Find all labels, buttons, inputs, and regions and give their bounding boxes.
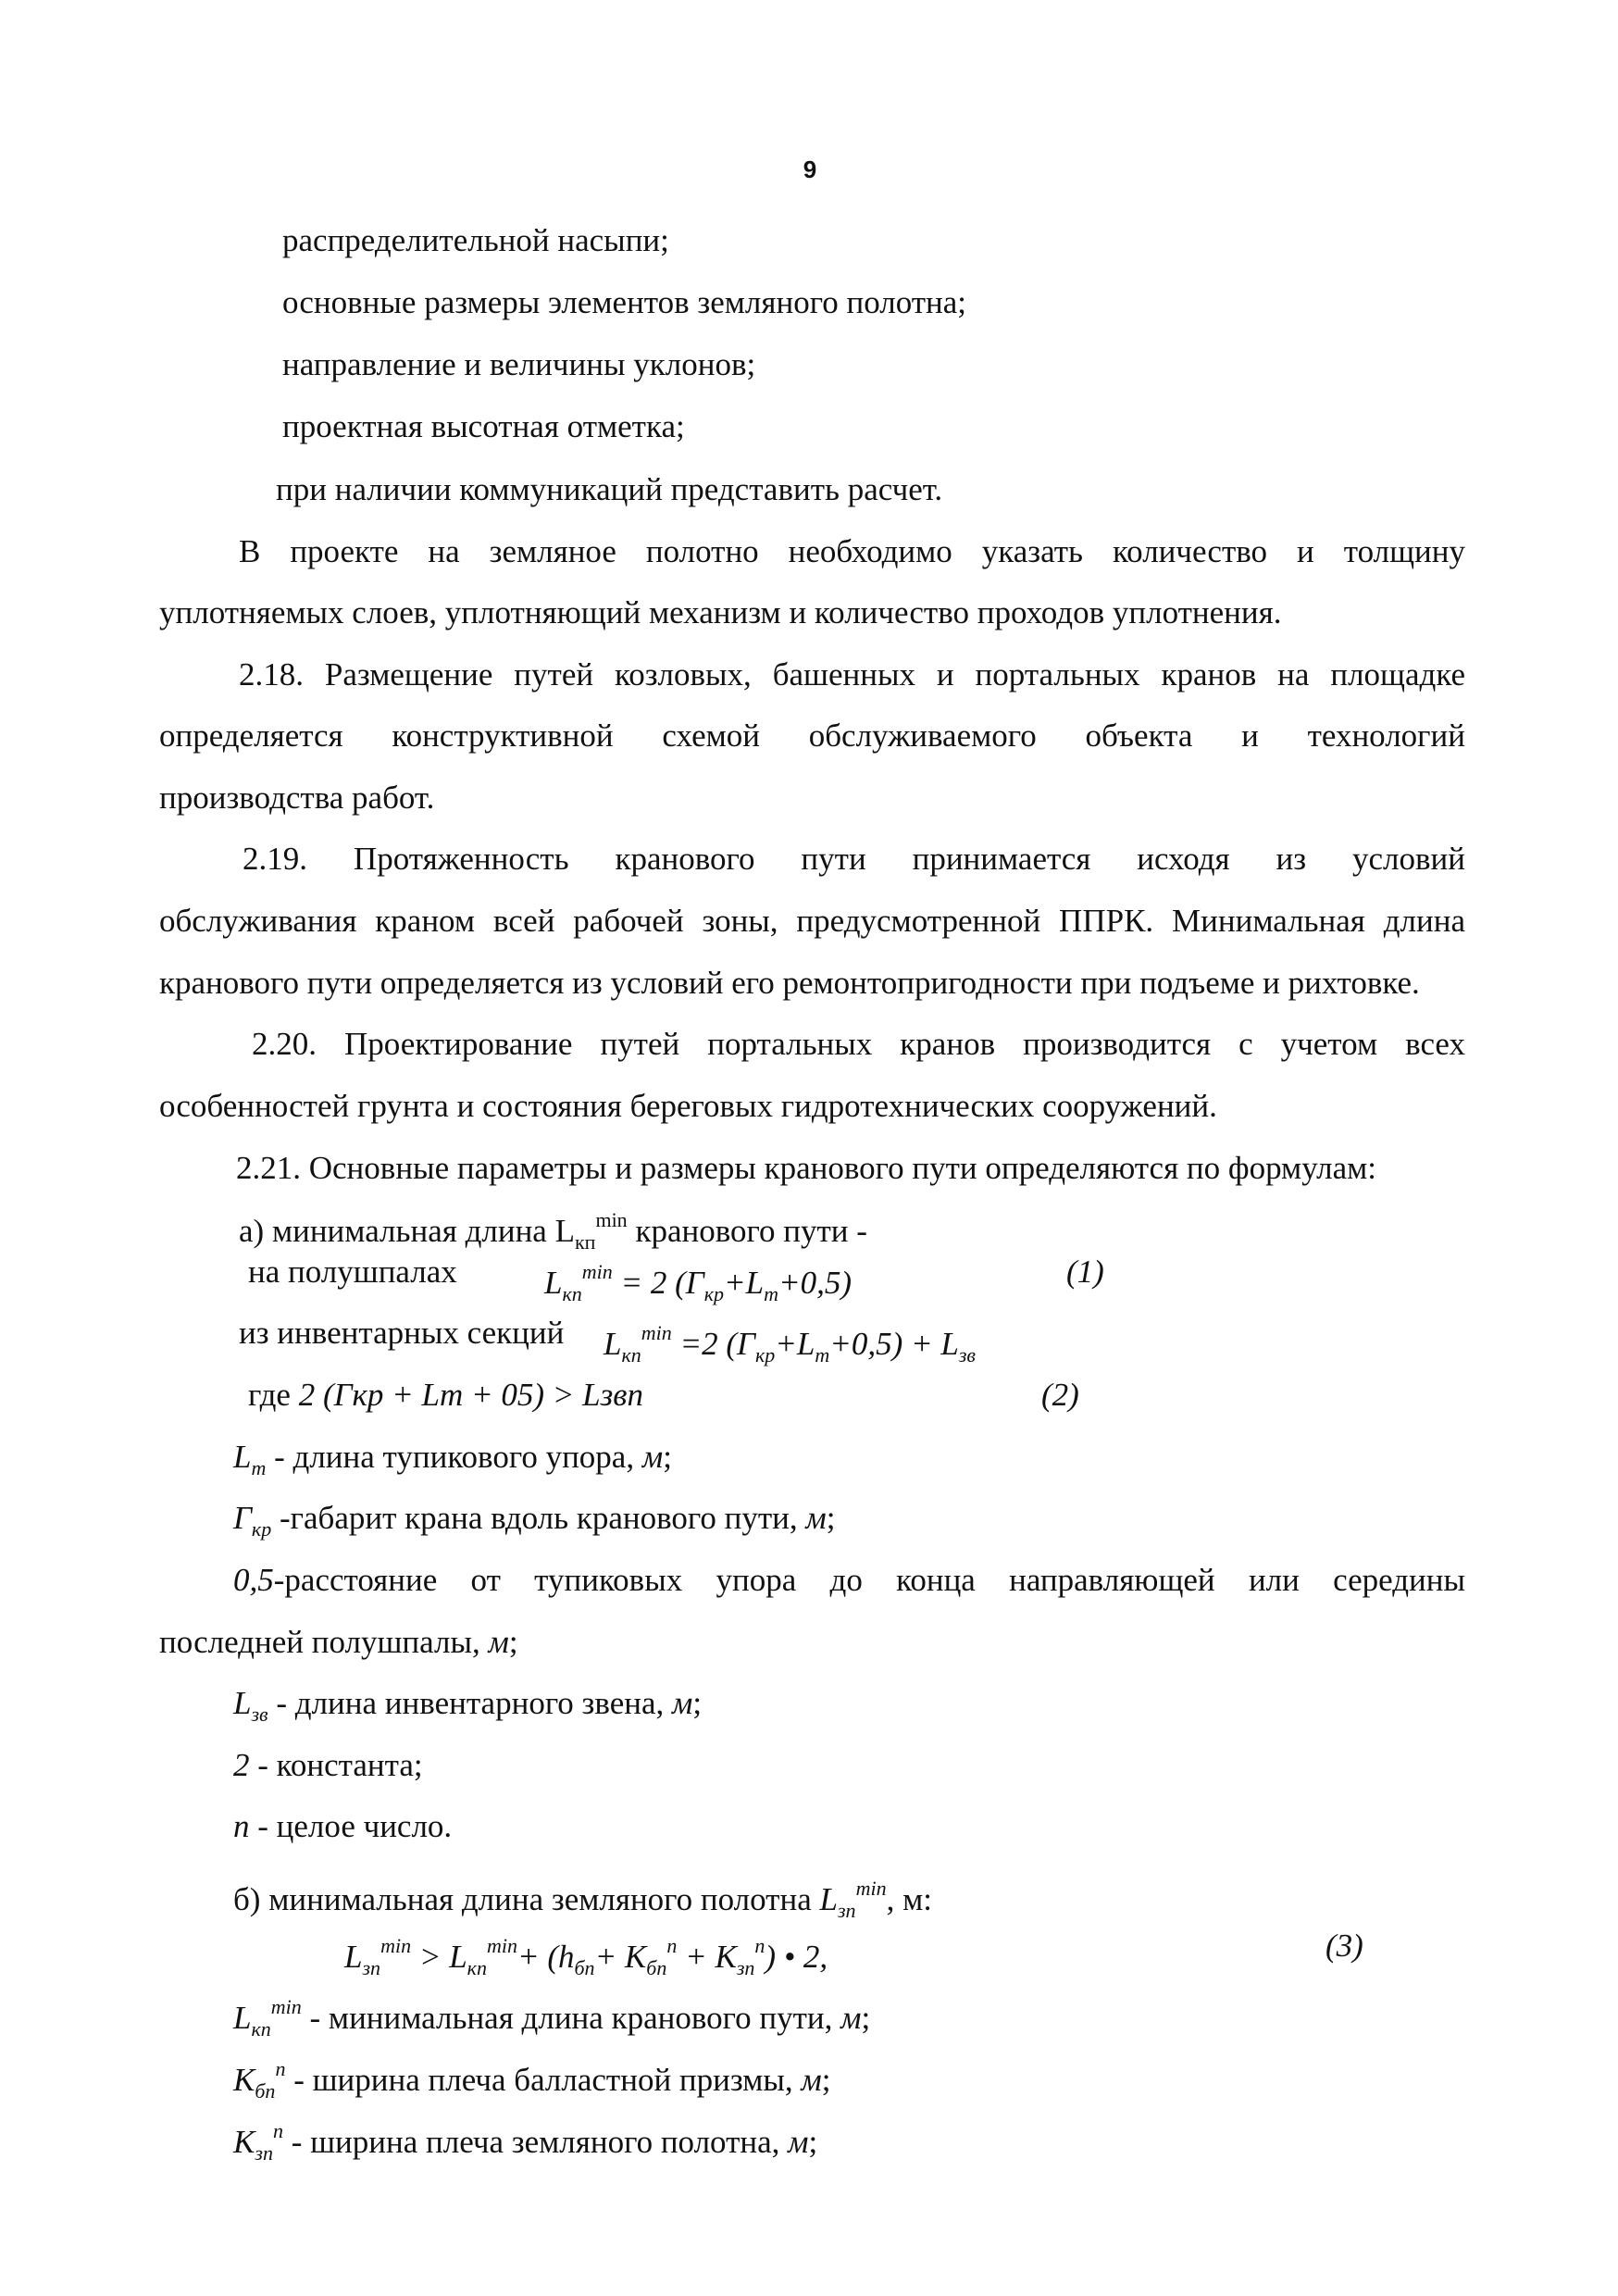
formula-number: (3) xyxy=(1326,1928,1363,1964)
list-item: основные размеры элементов земляного полотна; xyxy=(282,284,967,320)
formula-2: где 2 (Гкр + Lm + 05) > Lзвп xyxy=(248,1377,643,1413)
definition-lkp: $L_{кп}^{min}$ - минимальная длина кранового пути, м; xyxy=(233,1995,871,2040)
formula-label: из инвентарных секций xyxy=(239,1315,565,1351)
formula-1b: $L_{кп}^{min} =2$ $(Г_{кр}+L_т+0,5) + L_{зв}$ xyxy=(604,1321,976,1366)
definition-gkr: $Г_{кр}$ -габарит крана вдоль кранового пути, м; xyxy=(233,1500,836,1541)
paragraph-line: 2.18. Размещение путей козловых, башенных и портальных кранов на площадке xyxy=(239,656,1465,693)
definition-c05: 0,5-расстояние от тупиковых упора до конца направляющей или середины xyxy=(233,1562,1465,1598)
paragraph-line: особенностей грунта и состояния береговых гидротехнических сооружений. xyxy=(159,1088,1217,1124)
paragraph-line: уплотняемых слоев, уплотняющий механизм и количество проходов уплотнения. xyxy=(159,594,1282,630)
item-a: а) минимальная длина $L_{кп}^{min}$ кранового пути - xyxy=(239,1208,867,1254)
definition-lt: $L_т$ - длина тупикового упора, м; xyxy=(233,1439,672,1479)
paragraph-line: 2.21. Основные параметры и размеры кранового пути определяются по формулам: xyxy=(236,1150,1377,1186)
definition-kzp: $K_{зп}^п$ - ширина плеча земляного полотна, м; xyxy=(233,2119,818,2165)
paragraph-line: 2.20. Проектирование путей портальных кранов производится с учетом всех xyxy=(252,1026,1465,1062)
formula-label: на полушпалах xyxy=(248,1254,457,1290)
list-item: направление и величины уклонов; xyxy=(282,346,756,382)
formula-number: (2) xyxy=(1041,1377,1079,1413)
formula-1: $L_{кп}^{min} = 2$ $(Г_{кр}+L_т+0,5)$ xyxy=(544,1260,853,1305)
paragraph-line: обслуживания краном всей рабочей зоны, предусмотренной ППРК. Минимальная длина xyxy=(159,903,1465,939)
definition-c05-cont: последней полушпалы, м; xyxy=(159,1624,518,1660)
paragraph-line: производства работ. xyxy=(159,780,435,816)
item-b: б) минимальная длина земляного полотна $L_{зп}^{min}$, м: xyxy=(233,1877,932,1922)
paragraph-line: В проекте на земляное полотно необходимо указать количество и толщину xyxy=(239,533,1465,569)
page-number: 9 xyxy=(803,156,817,183)
paragraph-line: кранового пути определяется из условий его ремонтопригодности при подъеме и рихтовке. xyxy=(159,965,1420,1001)
list-item: при наличии коммуникаций представить расчет. xyxy=(276,471,943,507)
paragraph-line: 2.19. Протяженность кранового пути принимается исходя из условий xyxy=(243,841,1465,877)
list-item: проектная высотная отметка; xyxy=(282,408,685,444)
definition-kbp: $K_{бп}^п$ - ширина плеча балластной призмы, м; xyxy=(233,2057,831,2103)
formula-number: (1) xyxy=(1066,1254,1104,1290)
formula-3: $L_{зп}^{min} > L_{кп}^{min}+ (h_{бп}+ K_{бп}^п + K_{зп}^п)$ • 2, xyxy=(344,1934,828,1979)
definition-n: n - целое число. xyxy=(233,1808,453,1844)
definition-lzv: $L_{зв}$ - длина инвентарного звена, м; xyxy=(233,1685,703,1726)
list-item: распределительной насыпи; xyxy=(282,222,669,258)
definition-two: 2 - константа; xyxy=(233,1747,423,1783)
paragraph-line: определяется конструктивной схемой обслуживаемого объекта и технологий xyxy=(159,718,1465,754)
